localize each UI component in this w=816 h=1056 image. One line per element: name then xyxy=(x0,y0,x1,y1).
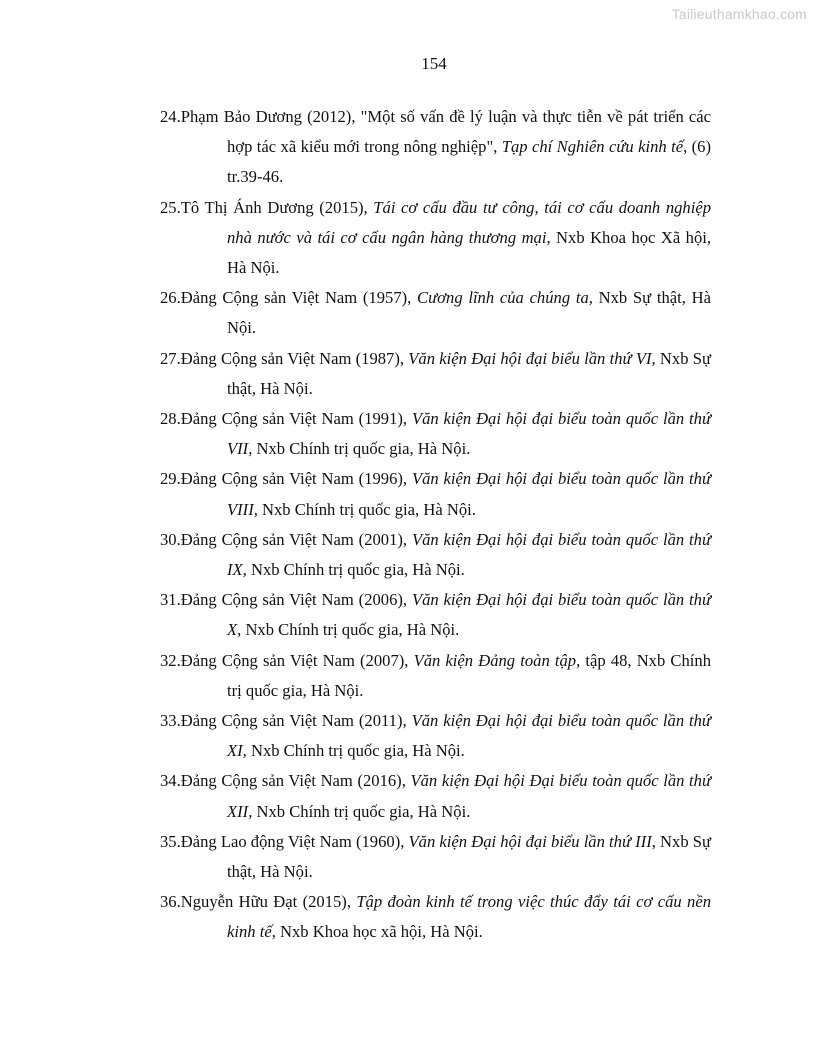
reference-publisher: tập 48, Nxb Chính trị quốc gia, Hà Nội. xyxy=(227,650,711,700)
watermark: Tailieuthamkhao.com xyxy=(671,6,807,22)
reference-authors: Đảng Cộng sản Việt Nam (1957), xyxy=(180,288,418,308)
page-number: 154 xyxy=(421,54,447,73)
reference-item-34 xyxy=(160,766,711,826)
reference-authors: Đảng Cộng sản Việt Nam (2011), xyxy=(180,711,412,731)
reference-publisher: Nxb Sự thật, Hà Nội. xyxy=(227,348,711,398)
reference-title: Văn kiện Đại hội đại biểu lần thứ III xyxy=(408,831,652,851)
reference-item-36 xyxy=(160,887,711,947)
reference-publisher: , Nxb Khoa học xã hội, Hà Nội. xyxy=(271,922,483,942)
reference-title: Văn kiện Đại hội đại biểu toàn quốc lần thứ X, xyxy=(227,590,711,640)
reference-number: 28. xyxy=(160,409,181,429)
reference-title: Văn kiện Đại hội đại biểu toàn quốc lần thứ XI, xyxy=(227,711,711,761)
reference-title: Tạp chí Nghiên cứu kinh tế xyxy=(501,137,684,157)
reference-authors: Đảng Cộng sản Việt Nam (2001), xyxy=(180,529,412,549)
reference-number: 30. xyxy=(160,529,181,549)
reference-number: 24. xyxy=(160,107,181,126)
reference-number: 35. xyxy=(160,831,181,851)
reference-item-28 xyxy=(160,404,711,464)
reference-title: Văn kiện Đại hội đại biểu toàn quốc lần thứ VIII, xyxy=(227,469,711,519)
reference-publisher: Nxb Chính trị quốc gia, Hà Nội. xyxy=(241,620,460,640)
reference-publisher: Nxb Chính trị quốc gia, Hà Nội. xyxy=(246,560,465,580)
reference-item-32 xyxy=(160,646,711,706)
reference-authors: Nguyễn Hữu Đạt (2015), xyxy=(180,892,357,912)
reference-authors: Đảng Cộng sản Việt Nam (2006), xyxy=(180,590,412,610)
reference-item-33 xyxy=(160,706,711,766)
reference-publisher: Nxb Chính trị quốc gia, Hà Nội. xyxy=(252,439,471,459)
reference-publisher: , Nxb Sự thật, Hà Nội. xyxy=(227,831,712,882)
reference-title: Văn kiện Đại hội đại biểu toàn quốc lần thứ IX, xyxy=(227,529,711,580)
reference-item-25 xyxy=(160,193,711,284)
reference-authors: Đảng Cộng sản Việt Nam (1991), xyxy=(180,409,412,429)
reference-item-31 xyxy=(160,585,711,645)
reference-item-35 xyxy=(160,827,711,887)
reference-item-30 xyxy=(160,525,711,585)
reference-number: 32. xyxy=(160,650,181,670)
reference-publisher: Nxb Chính trị quốc gia, Hà Nội. xyxy=(246,741,465,761)
reference-number: 26. xyxy=(160,288,181,308)
reference-number: 33. xyxy=(160,711,181,731)
reference-authors: Tô Thị Ánh Dương (2015), xyxy=(180,197,374,217)
reference-title: Văn kiện Đảng toàn tập, xyxy=(413,650,581,670)
reference-item-29 xyxy=(160,464,711,524)
reference-number: 27. xyxy=(160,348,181,368)
reference-item-26 xyxy=(160,283,711,343)
reference-authors: Đảng Lao động Việt Nam (1960), xyxy=(180,831,409,851)
reference-item-24 xyxy=(160,102,711,193)
reference-authors: Đảng Cộng sản Việt Nam (2007), xyxy=(180,650,414,670)
reference-title: Văn kiện Đại hội Đại biểu toàn quốc lần thứ XII, xyxy=(227,771,712,821)
reference-publisher: Nxb Sự thật, Hà Nội. xyxy=(227,288,711,338)
reference-authors: Đảng Cộng sản Việt Nam (1987), xyxy=(180,348,409,368)
reference-publisher: Nxb Chính trị quốc gia, Hà Nội. xyxy=(252,801,471,821)
reference-list xyxy=(160,102,711,948)
reference-publisher: , (6) tr.39-46. xyxy=(227,137,711,187)
reference-title: Văn kiện Đại hội đại biểu lần thứ VI, xyxy=(408,348,656,368)
reference-item-27 xyxy=(160,344,711,404)
reference-publisher: Nxb Chính trị quốc gia, Hà Nội. xyxy=(257,499,476,519)
reference-number: 31. xyxy=(160,590,181,610)
reference-number: 36. xyxy=(160,892,181,912)
reference-title: Văn kiện Đại hội đại biểu toàn quốc lần thứ VII, xyxy=(227,409,711,459)
reference-authors: Phạm Bảo Dương (2012), "Một số vấn đề lý luận và thực tiễn về pát triển các hợp tác xã kiểu mới trong nông nghiệp", xyxy=(180,107,711,157)
reference-number: 34. xyxy=(160,771,181,791)
reference-title: Cương lĩnh của chúng ta, xyxy=(417,288,593,308)
reference-authors: Đảng Cộng sản Việt Nam (2016), xyxy=(180,771,411,791)
reference-number: 29. xyxy=(160,469,181,489)
reference-title: Tập đoàn kinh tế trong việc thúc đẩy tái cơ cấu nền kinh tế xyxy=(227,892,711,942)
reference-authors: Đảng Cộng sản Việt Nam (1996), xyxy=(180,469,412,489)
reference-number: 25. xyxy=(160,197,181,217)
reference-publisher: , Nxb Khoa học Xã hội, Hà Nội. xyxy=(227,227,712,278)
reference-title: Tái cơ cấu đầu tư công, tái cơ cấu doanh nghiệp nhà nước và tái cơ cấu ngân hàng thương mại xyxy=(227,197,712,247)
